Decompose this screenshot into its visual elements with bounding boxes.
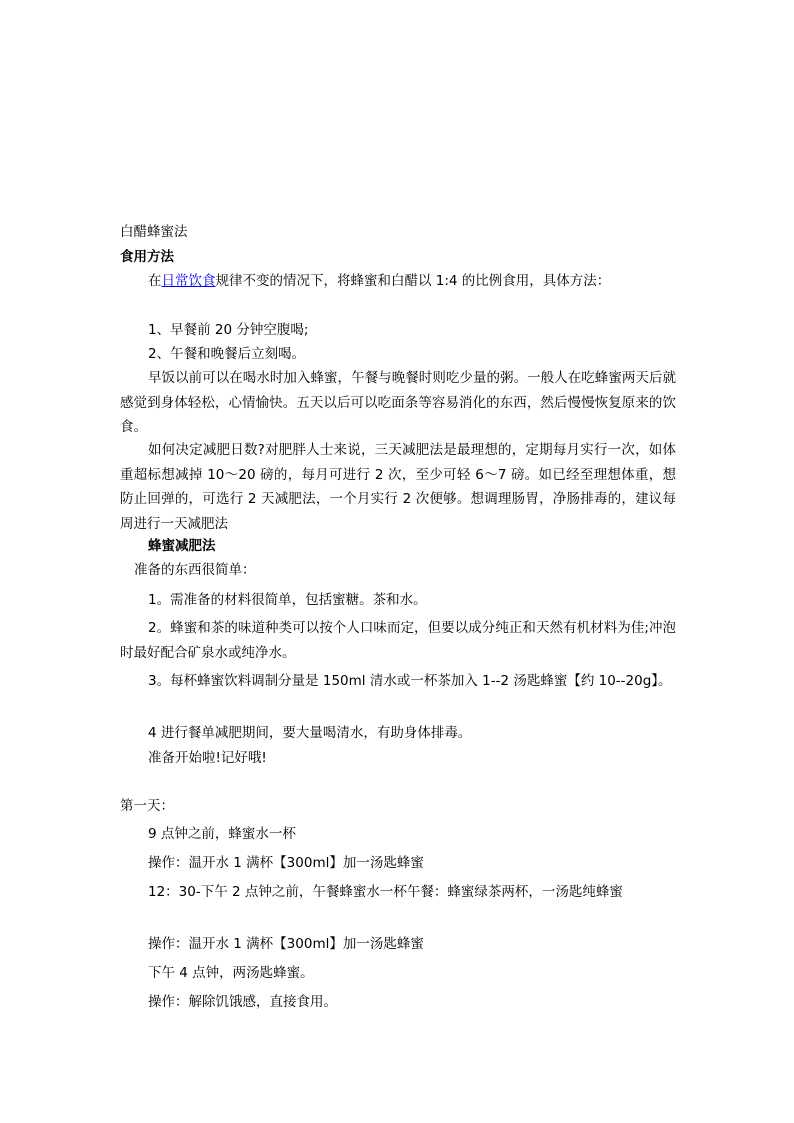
prep-item-2: 2。蜂蜜和茶的味道种类可以按个人口味而定，但要以成分纯正和天然有机材料为佳;冲泡时最好配合矿泉水或纯净水。 <box>120 620 676 661</box>
day1-item-3: 12：30-下午 2 点钟之前，午餐蜂蜜水一杯午餐：蜂蜜绿茶两杯，一汤匙纯蜂蜜 <box>148 884 623 900</box>
step-1: 1、早餐前 20 分钟空腹喝; <box>148 322 309 338</box>
section-heading-honey: 蜂蜜减肥法 <box>148 538 216 554</box>
section-heading-usage: 食用方法 <box>120 249 174 265</box>
day1-item-1: 9 点钟之前，蜂蜜水一杯 <box>148 826 296 842</box>
intro-line <box>148 269 610 293</box>
step-2: 2、午餐和晚餐后立刻喝。 <box>148 346 306 362</box>
day1-item-6: 操作：解除饥饿感，直接食用。 <box>148 994 337 1010</box>
intro-suffix: 规律不变的情况下，将蜂蜜和白醋以 1:4 的比例食用，具体方法： <box>215 273 611 289</box>
day1-item-2: 操作：温开水 1 满杯【300ml】加一汤匙蜂蜜 <box>148 855 424 871</box>
prep-item-3: 3。每杯蜂蜜饮料调制分量是 150ml 清水或一杯茶加入 1--2 汤匙蜂蜜【约 10--20g】。 <box>148 673 672 689</box>
prep-item-1: 1。需准备的材料很简单，包括蜜糖。茶和水。 <box>148 592 427 608</box>
intro-prefix: 在 <box>148 273 162 289</box>
prep-intro: 准备的东西很简单： <box>134 562 256 578</box>
day-1-heading: 第一天： <box>120 798 174 814</box>
daily-diet-link[interactable]: 日常饮食 <box>161 273 216 289</box>
ready-line: 准备开始啦!记好哦! <box>148 750 267 766</box>
day1-item-5: 下午 4 点钟，两汤匙蜂蜜。 <box>148 965 314 981</box>
day1-item-4: 操作：温开水 1 满杯【300ml】加一汤匙蜂蜜 <box>148 936 424 952</box>
document-title: 白醋蜂蜜法 <box>120 224 188 240</box>
paragraph-breakfast: 早饭以前可以在喝水时加入蜂蜜，午餐与晚餐时则吃少量的粥。一般人在吃蜂蜜两天后就感觉到身体轻松，心情愉快。五天以后可以吃面条等容易消化的东西，然后慢慢恢复原来的饮食。 <box>120 370 676 435</box>
paragraph-diet-days: 如何决定减肥日数?对肥胖人士来说，三天减肥法是最理想的，定期每月实行一次，如体重超标想减掉 10～20 磅的，每月可进行 2 次，至少可轻 6～7 磅。如已经至理想体重，想防止回弹的，可选行 2 天减肥法，一个月实行 2 次便够。想调理肠胃，净肠排毒的，建议每周进行一天减肥法 <box>120 442 676 532</box>
prep-item-4: 4 进行餐单减肥期间，要大量喝清水，有助身体排毒。 <box>148 725 472 741</box>
